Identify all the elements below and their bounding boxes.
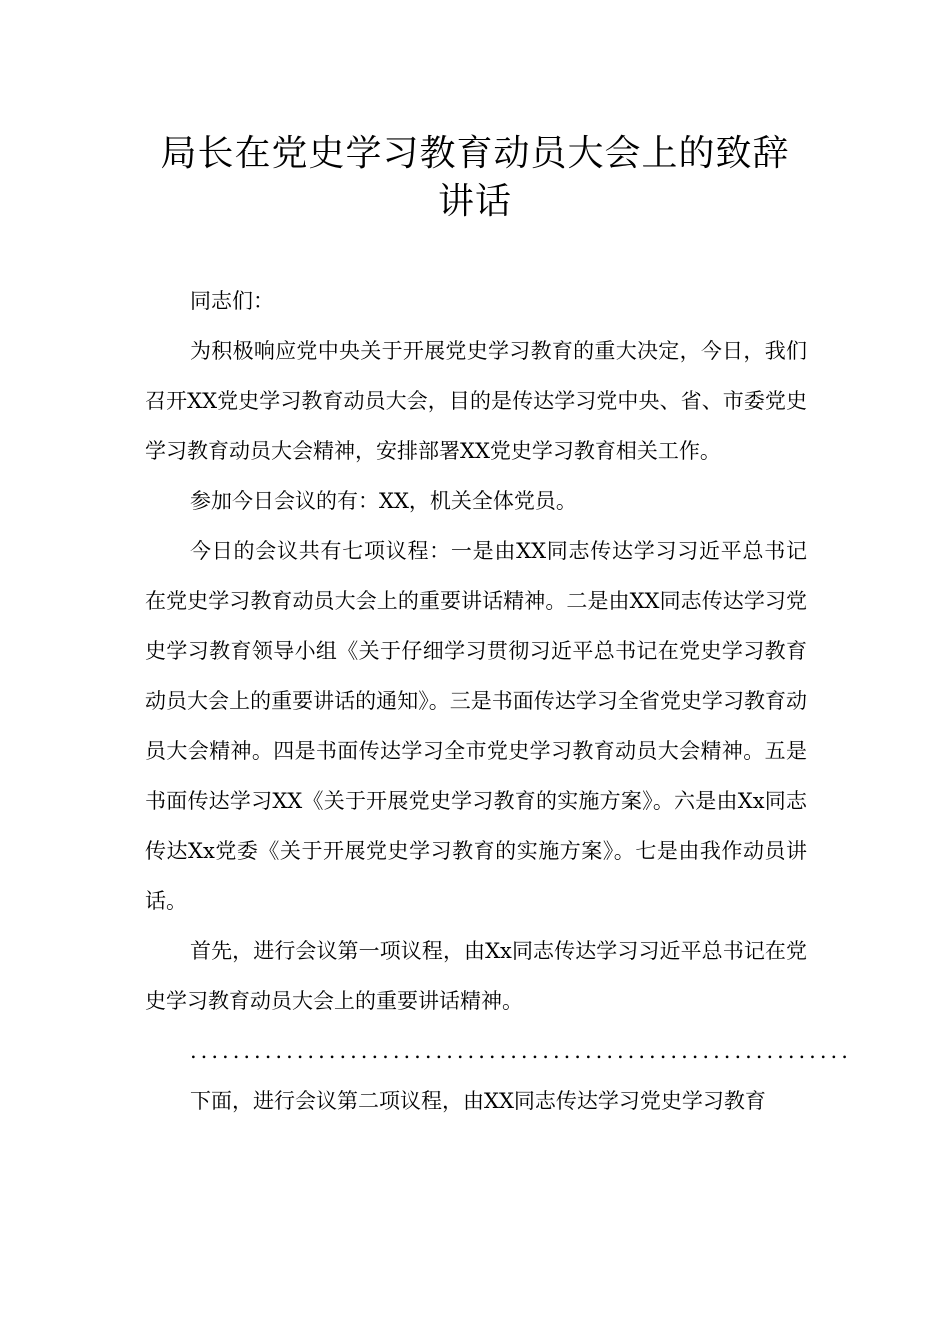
document-body [145, 276, 852, 1126]
title-line-2: 讲话 [437, 181, 512, 222]
ellipsis-separator: .............................................................. [190, 1039, 852, 1063]
paragraph-agenda: 今日的会议共有七项议程：一是由XX同志传达学习习近平总书记在党史学习教育动员大会上的重要讲话精神。二是由XX同志传达学习党史学习教育领导小组《关于仔细学习贯彻习近平总书记在党史学习教育动员大会上的重要讲话的通知》。三是书面传达学习全省党史学习教育动员大会精神。四是书面传达学习全市党史学习教育动员大会精神。五是书面传达学习XX《关于开展党史学习教育的实施方案》。六是由Xx同志传达Xx党委《关于开展党史学习教育的实施方案》。七是由我作动员讲话。 [145, 539, 807, 913]
paragraph-attendees: 参加今日会议的有：XX，机关全体党员。 [190, 489, 577, 513]
paragraph-first-item: 首先，进行会议第一项议程，由Xx同志传达学习习近平总书记在党史学习教育动员大会上的重要讲话精神。 [145, 939, 807, 1013]
paragraph-purpose: 为积极响应党中央关于开展党史学习教育的重大决定，今日，我们召开XX党史学习教育动员大会，目的是传达学习党中央、省、市委党史学习教育动员大会精神，安排部署XX党史学习教育相关工作。 [145, 339, 807, 463]
title-line-1: 局长在党史学习教育动员大会上的致辞 [160, 133, 790, 174]
document-title [120, 130, 830, 226]
paragraph-second-item: 下面，进行会议第二项议程，由XX同志传达学习党史学习教育 [190, 1089, 766, 1113]
salutation: 同志们： [190, 289, 274, 313]
